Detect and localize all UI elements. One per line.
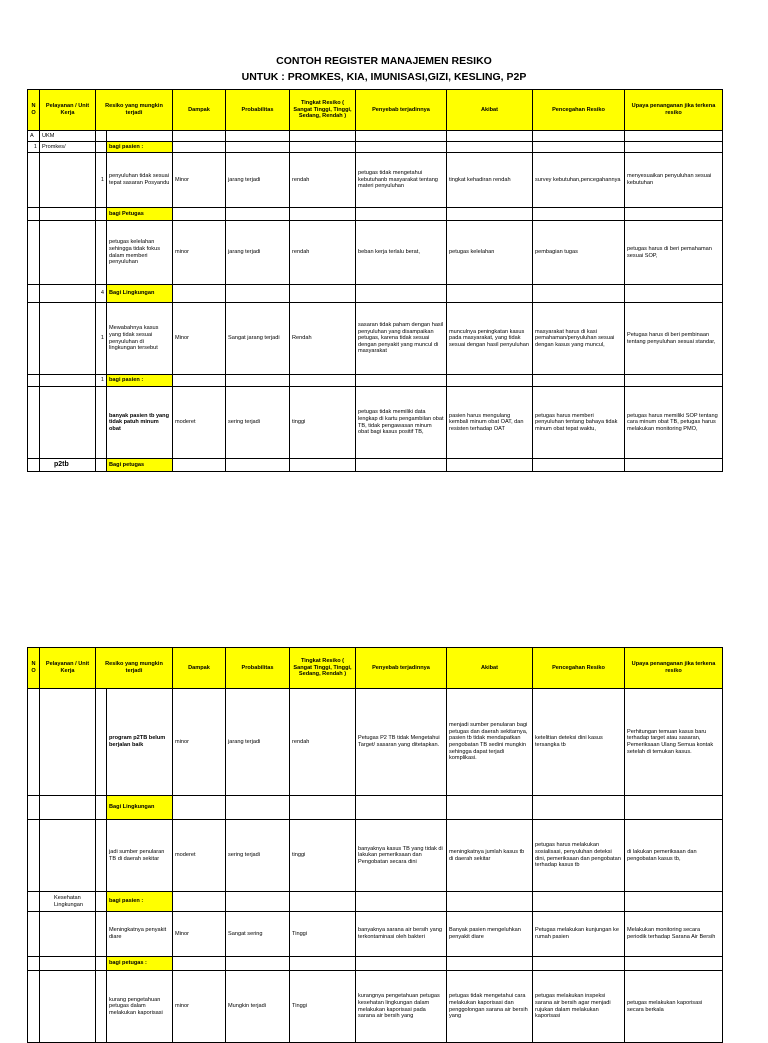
cell-prob: sering terjadi <box>226 820 290 892</box>
cell-penyebab: sasaran tidak paham dengan hasil penyuluhan yang disampaikan petugas, karena tidak sesuai dengan penyakit yang muncul di masyarakat <box>356 303 447 375</box>
cell-prob: Mungkin terjadi <box>226 971 290 1043</box>
header-dampak: Dampak <box>173 648 226 689</box>
header-pencegahan: Pencegahan Resiko <box>533 648 625 689</box>
cell-akibat: meningkatnya jumlah kasus tb di daerah sekitar <box>447 820 533 892</box>
header-no: NO <box>28 648 40 689</box>
cell-tingkat: rendah <box>290 221 356 285</box>
section-label: Bagi petugas <box>107 459 173 472</box>
table-row <box>28 957 723 971</box>
cell-dampak: Minor <box>173 303 226 375</box>
cell-prob: sering terjadi <box>226 387 290 459</box>
cell-tingkat: Tinggi <box>290 971 356 1043</box>
cell-dampak: Minor <box>173 153 226 208</box>
cell-resiko: petugas kelelahan sehingga tidak fokus dalam memberi penyuluhan <box>107 221 173 285</box>
section-label: bagi pasien : <box>107 375 173 387</box>
cell-num: 4 <box>96 285 107 303</box>
cell-pencegahan: petugas harus melakukan sosialisasi, penyuluhan deteksi dini, pemeriksaan dan pengobatan terhadap kasus tb <box>533 820 625 892</box>
header-row <box>28 90 723 131</box>
section-label: Bagi Lingkungan <box>107 796 173 820</box>
cell-penyebab: kurangnya pengetahuan petugas kesehatan lingkungan dalam melakukan kaporisasi pada sarana air bersih yang <box>356 971 447 1043</box>
cell-akibat: petugas kelelahan <box>447 221 533 285</box>
cell-upaya: petugas harus di beri pemahaman sesuai SOP, <box>625 221 723 285</box>
cell-penyebab: petugas tidak memiliki data lengkap di kartu pengambilan obat TB, tidak pengawasan minum obat bagi kasus positif TB, <box>356 387 447 459</box>
header-akibat: Akibat <box>447 648 533 689</box>
section-label: bagi pasien : <box>107 892 173 912</box>
table-row <box>28 131 723 142</box>
cell-resiko: jadi sumber penularan TB di daerah sekitar <box>107 820 173 892</box>
cell-upaya: Melakukan monitoring secara periodik terhadap Sarana Air Bersih <box>625 912 723 957</box>
cell-penyebab: petugas tidak mengetahui kebutuhanb masyarakat tentang materi penyuluhan <box>356 153 447 208</box>
table-row <box>28 221 723 285</box>
cell-tingkat: rendah <box>290 689 356 796</box>
section-label: bagi pasien : <box>107 142 173 153</box>
table-row <box>28 689 723 796</box>
cell-tingkat: tinggi <box>290 820 356 892</box>
cell-tingkat: Rendah <box>290 303 356 375</box>
header-tingkat: Tingkat Resiko ( Sangat Tinggi, Tinggi, Sedang, Rendah ) <box>290 90 356 131</box>
cell-unit: UKM <box>40 131 96 142</box>
table-row <box>28 971 723 1043</box>
header-no: NO <box>28 90 40 131</box>
cell-tingkat: rendah <box>290 153 356 208</box>
header-resiko: Resiko yang mungkin terjadi <box>96 648 173 689</box>
cell-penyebab: banyaknya kasus TB yang tidak di lakukan pemeriksaan dan Pengobatan secara dini <box>356 820 447 892</box>
header-dampak: Dampak <box>173 90 226 131</box>
table-row <box>28 912 723 957</box>
document-title: CONTOH REGISTER MANAJEMEN RESIKO <box>276 55 492 67</box>
cell-upaya: Perhitungan temuan kasus baru terhadap target atau sasaran, Pemeriksaan Ulang Semua kontak setelah di temukan kasus. <box>625 689 723 796</box>
cell-penyebab: banyaknya sarana air bersih yang terkontaminasi oleh bakteri <box>356 912 447 957</box>
table-row <box>28 303 723 375</box>
cell-prob: Sangat sering <box>226 912 290 957</box>
cell-resiko: penyuluhan tidak sesuai tepat sasaran Posyandu <box>107 153 173 208</box>
table-row <box>28 375 723 387</box>
header-penyebab: Penyebab terjadinnya <box>356 90 447 131</box>
table-row <box>28 208 723 221</box>
cell-dampak: minor <box>173 971 226 1043</box>
header-unit: Pelayanan / Unit Kerja <box>40 648 96 689</box>
header-upaya: Upaya penanganan jika terkena resiko <box>625 90 723 131</box>
cell-upaya: Petugas harus di beri pembinaan tentang penyuluhan sesuai standar, <box>625 303 723 375</box>
header-unit: Pelayanan / Unit Kerja <box>40 90 96 131</box>
table-row <box>28 796 723 820</box>
table-row <box>28 820 723 892</box>
table-row <box>28 285 723 303</box>
section-label: Bagi Lingkungan <box>107 285 173 303</box>
table-row <box>28 387 723 459</box>
cell-dampak: moderet <box>173 820 226 892</box>
cell-pencegahan: ketelitian deteksi dini kasus tersangka tb <box>533 689 625 796</box>
cell-resiko: program p2TB belum berjalan baik <box>107 689 173 796</box>
risk-register-table-2 <box>27 647 723 1043</box>
cell-num: 1 <box>96 375 107 387</box>
cell-pencegahan: pembagian tugas <box>533 221 625 285</box>
cell-dampak: Minor <box>173 912 226 957</box>
header-tingkat: Tingkat Resiko ( Sangat Tinggi, Tinggi, Sedang, Rendah ) <box>290 648 356 689</box>
cell-tingkat: Tinggi <box>290 912 356 957</box>
document-subtitle: UNTUK : PROMKES, KIA, IMUNISASI,GIZI, KESLING, P2P <box>241 71 527 83</box>
header-akibat: Akibat <box>447 90 533 131</box>
cell-unit: Promkes/ <box>40 142 96 153</box>
cell-prob: jarang terjadi <box>226 153 290 208</box>
cell-pencegahan: petugas harus memberi penyuluhan tentang bahaya tidak minum obat tepat waktu, <box>533 387 625 459</box>
cell-no: 1 <box>28 142 40 153</box>
cell-akibat: munculnya peningkatan kasus pada masyarakat, yang tidak sesuai dengan hasil penyuluhan <box>447 303 533 375</box>
cell-pencegahan: masyarakat harus di kasi pemahaman/penyuluhan sesuai dengan kasus yang muncul, <box>533 303 625 375</box>
cell-akibat: pasien harus mengulang kembali minum obat OAT, dan resisten terhadap OAT <box>447 387 533 459</box>
cell-akibat: Banyak pasien mengeluhkan penyakit diare <box>447 912 533 957</box>
cell-akibat: tingkat kehadiran rendah <box>447 153 533 208</box>
cell-dampak: minor <box>173 221 226 285</box>
cell-penyebab: Petugas P2 TB tidak Mengetahui Target/ sasaran yang ditetapkan. <box>356 689 447 796</box>
cell-resiko: Meningkatnya penyakit diare <box>107 912 173 957</box>
cell-penyebab: beban kerja terlalu berat, <box>356 221 447 285</box>
table-row <box>28 142 723 153</box>
header-resiko: Resiko yang mungkin terjadi <box>96 90 173 131</box>
header-row <box>28 648 723 689</box>
header-upaya: Upaya penanganan jika terkena resiko <box>625 648 723 689</box>
cell-resiko: Mewabahnya kasus yang tidak sesuai penyuluhan di lingkungan tersebut <box>107 303 173 375</box>
cell-prob: jarang terjadi <box>226 221 290 285</box>
cell-prob: jarang terjadi <box>226 689 290 796</box>
section-label: bagi petugas : <box>107 957 173 971</box>
cell-dampak: moderet <box>173 387 226 459</box>
cell-unit: p2tb <box>40 459 96 472</box>
cell-unit: Kesehatan Lingkungan <box>40 892 96 912</box>
header-penyebab: Penyebab terjadinnya <box>356 648 447 689</box>
cell-akibat: petugas tidak mengetahui cara melakukan kaporisasi dan penggolongan sarana air bersih yang <box>447 971 533 1043</box>
cell-akibat: menjadi sumber penularan bagi petugas dan daerah sekitarnya, pasien tb tidak mendapatkan pengobatan TB sedini mungkin sehingga dapat terjadi komplikasi. <box>447 689 533 796</box>
cell-pencegahan: survey kebutuhan,pencegahannya <box>533 153 625 208</box>
header-probabilitas: Probabilitas <box>226 90 290 131</box>
cell-resiko: banyak pasien tb yang tidak patuh minum obat <box>107 387 173 459</box>
table-row <box>28 459 723 472</box>
cell-upaya: petugas melakukan kaporisasi secara berkala <box>625 971 723 1043</box>
cell-upaya: petugas harus memiliki SOP tentang cara minum obat TB, petugas harus melakukan monitoring PMO, <box>625 387 723 459</box>
cell-upaya: menyesuaikan penyuluhan sesuai kebutuhan <box>625 153 723 208</box>
cell-pencegahan: Petugas melakukan kunjungan ke rumah pasien <box>533 912 625 957</box>
cell-resiko: kurang pengetahuan petugas dalam melakukan kaporisasi <box>107 971 173 1043</box>
table-row <box>28 153 723 208</box>
cell-prob: Sangat jarang terjadi <box>226 303 290 375</box>
cell-num: 1 <box>96 153 107 208</box>
header-probabilitas: Probabilitas <box>226 648 290 689</box>
header-pencegahan: Pencegahan Resiko <box>533 90 625 131</box>
cell-tingkat: tinggi <box>290 387 356 459</box>
cell-no: A <box>28 131 40 142</box>
cell-num: 1 <box>96 303 107 375</box>
risk-register-table-1 <box>27 89 723 472</box>
cell-upaya: di lakukan pemeriksaan dan pengobatan kasus tb, <box>625 820 723 892</box>
table-row <box>28 892 723 912</box>
cell-dampak: minor <box>173 689 226 796</box>
section-label: bagi Petugas <box>107 208 173 221</box>
cell-pencegahan: petugas melakukan inspeksi sarana air bersih agar menjadi rujukan dalam melakukan kaporisasi <box>533 971 625 1043</box>
